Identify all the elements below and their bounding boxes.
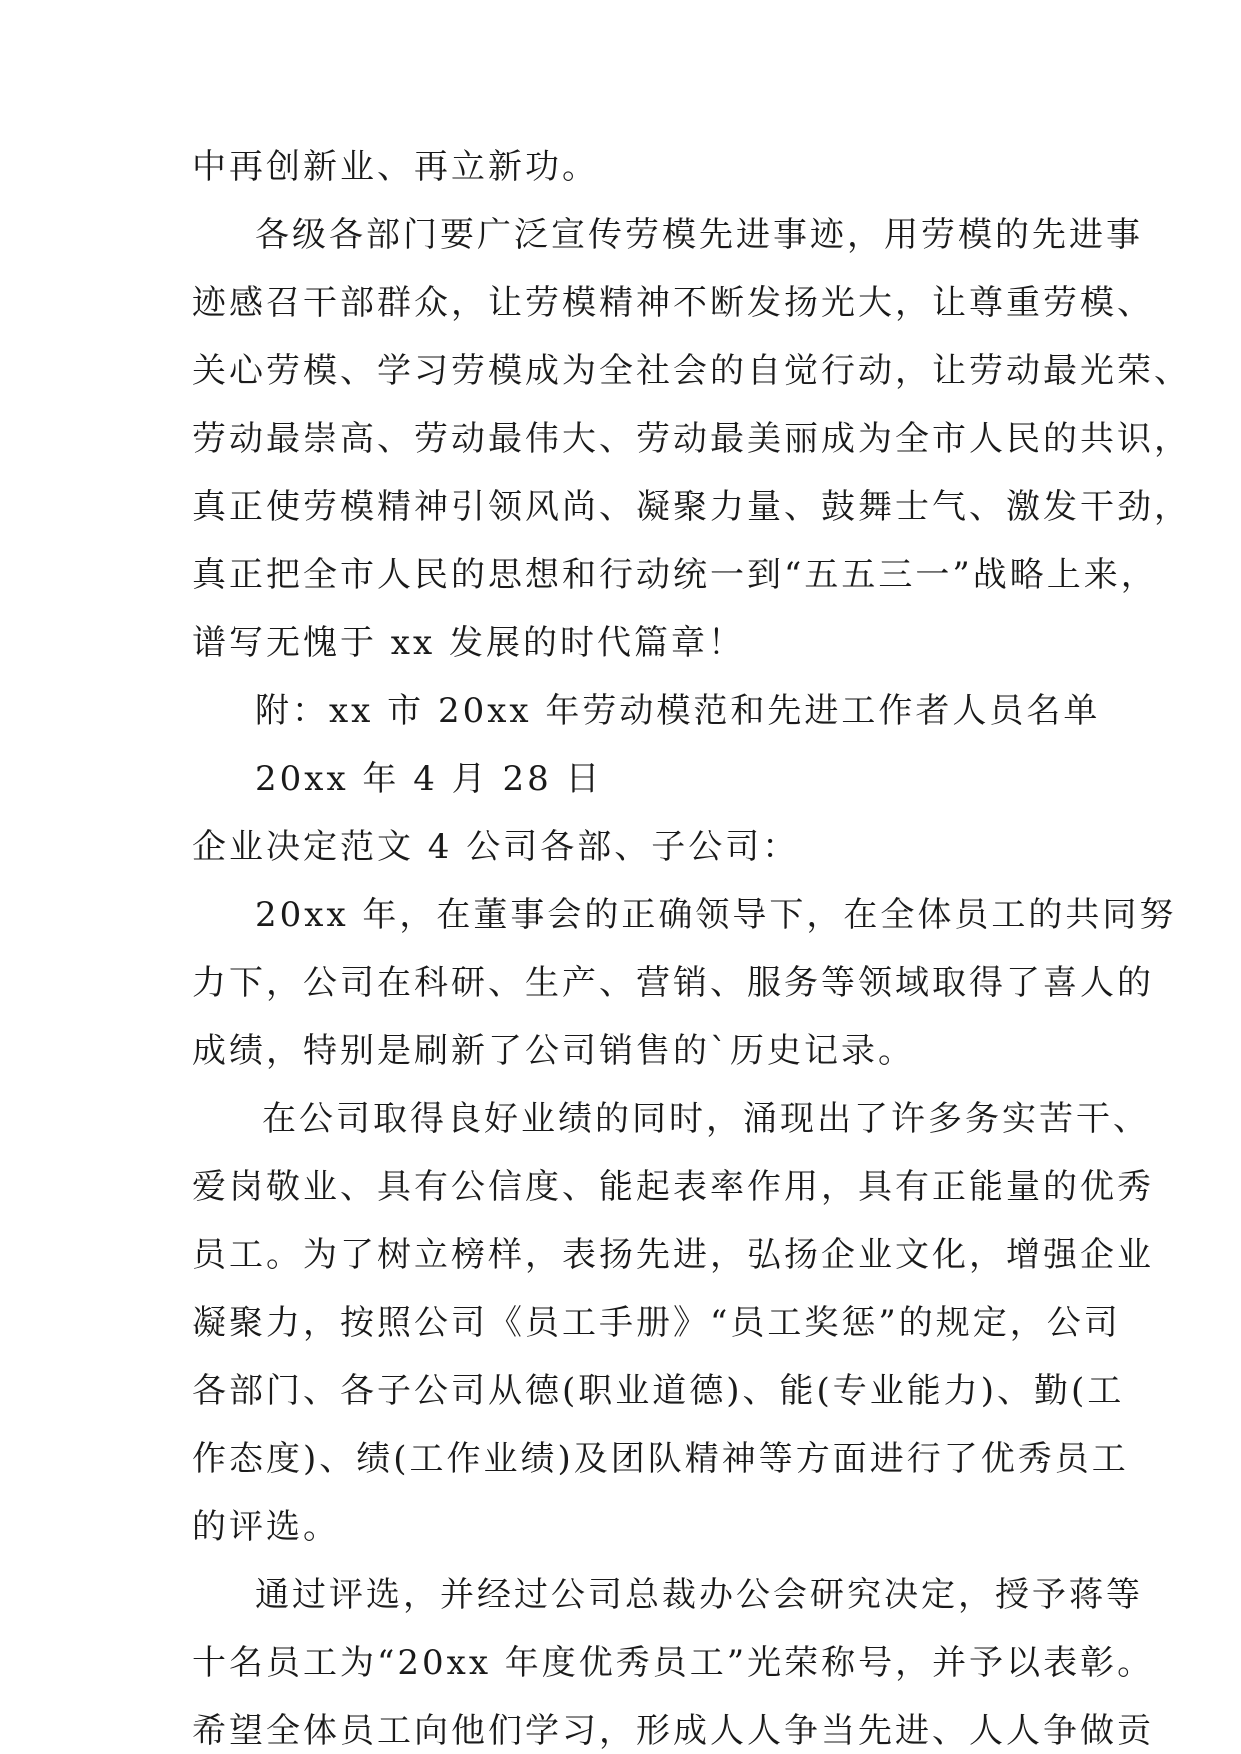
text-line: 企业决定范文 4 公司各部、子公司： [192, 827, 800, 867]
text-line: 的评选。 [192, 1507, 340, 1547]
text-line: 各级各部门要广泛宣传劳模先进事迹，用劳模的先进事 [255, 215, 1143, 255]
text-line: 作态度)、绩(工作业绩)及团队精神等方面进行了优秀员工 [192, 1439, 1129, 1479]
text-line: 十名员工为“20xx 年度优秀员工”光荣称号，并予以表彰。 [192, 1643, 1155, 1683]
text-line: 真正把全市人民的思想和行动统一到“五五三一”战略上来， [192, 555, 1158, 595]
text-line: 希望全体员工向他们学习，形成人人争当先进、人人争做贡 [192, 1711, 1154, 1751]
text-line: 20xx 年，在董事会的正确领导下，在全体员工的共同努 [255, 895, 1177, 935]
text-line: 附：xx 市 20xx 年劳动模范和先进工作者人员名单 [255, 691, 1101, 731]
text-line: 谱写无愧于 xx 发展的时代篇章！ [192, 623, 745, 663]
text-line: 通过评选，并经过公司总裁办公会研究决定，授予蒋等 [255, 1575, 1143, 1615]
text-line: 爱岗敬业、具有公信度、能起表率作用，具有正能量的优秀 [192, 1167, 1154, 1207]
text-line: 劳动最崇高、劳动最伟大、劳动最美丽成为全市人民的共识， [192, 419, 1191, 459]
text-line: 力下，公司在科研、生产、营销、服务等领域取得了喜人的 [192, 963, 1154, 1003]
text-line: 真正使劳模精神引领风尚、凝聚力量、鼓舞士气、激发干劲， [192, 487, 1191, 527]
text-line: 凝聚力，按照公司《员工手册》“员工奖惩”的规定，公司 [192, 1303, 1121, 1343]
text-line: 在公司取得良好业绩的同时，涌现出了许多务实苦干、 [262, 1099, 1150, 1139]
text-line: 中再创新业、再立新功。 [192, 147, 599, 187]
text-line: 关心劳模、学习劳模成为全社会的自觉行动，让劳动最光荣、 [192, 351, 1191, 391]
text-line: 迹感召干部群众，让劳模精神不断发扬光大，让尊重劳模、 [192, 283, 1154, 323]
text-line: 20xx 年 4 月 28 日 [255, 759, 603, 799]
text-line: 员工。为了树立榜样，表扬先进，弘扬企业文化，增强企业 [192, 1235, 1154, 1275]
text-line: 各部门、各子公司从德(职业道德)、能(专业能力)、勤(工 [192, 1371, 1125, 1411]
text-line: 成绩，特别是刷新了公司销售的`历史记录。 [192, 1031, 915, 1071]
